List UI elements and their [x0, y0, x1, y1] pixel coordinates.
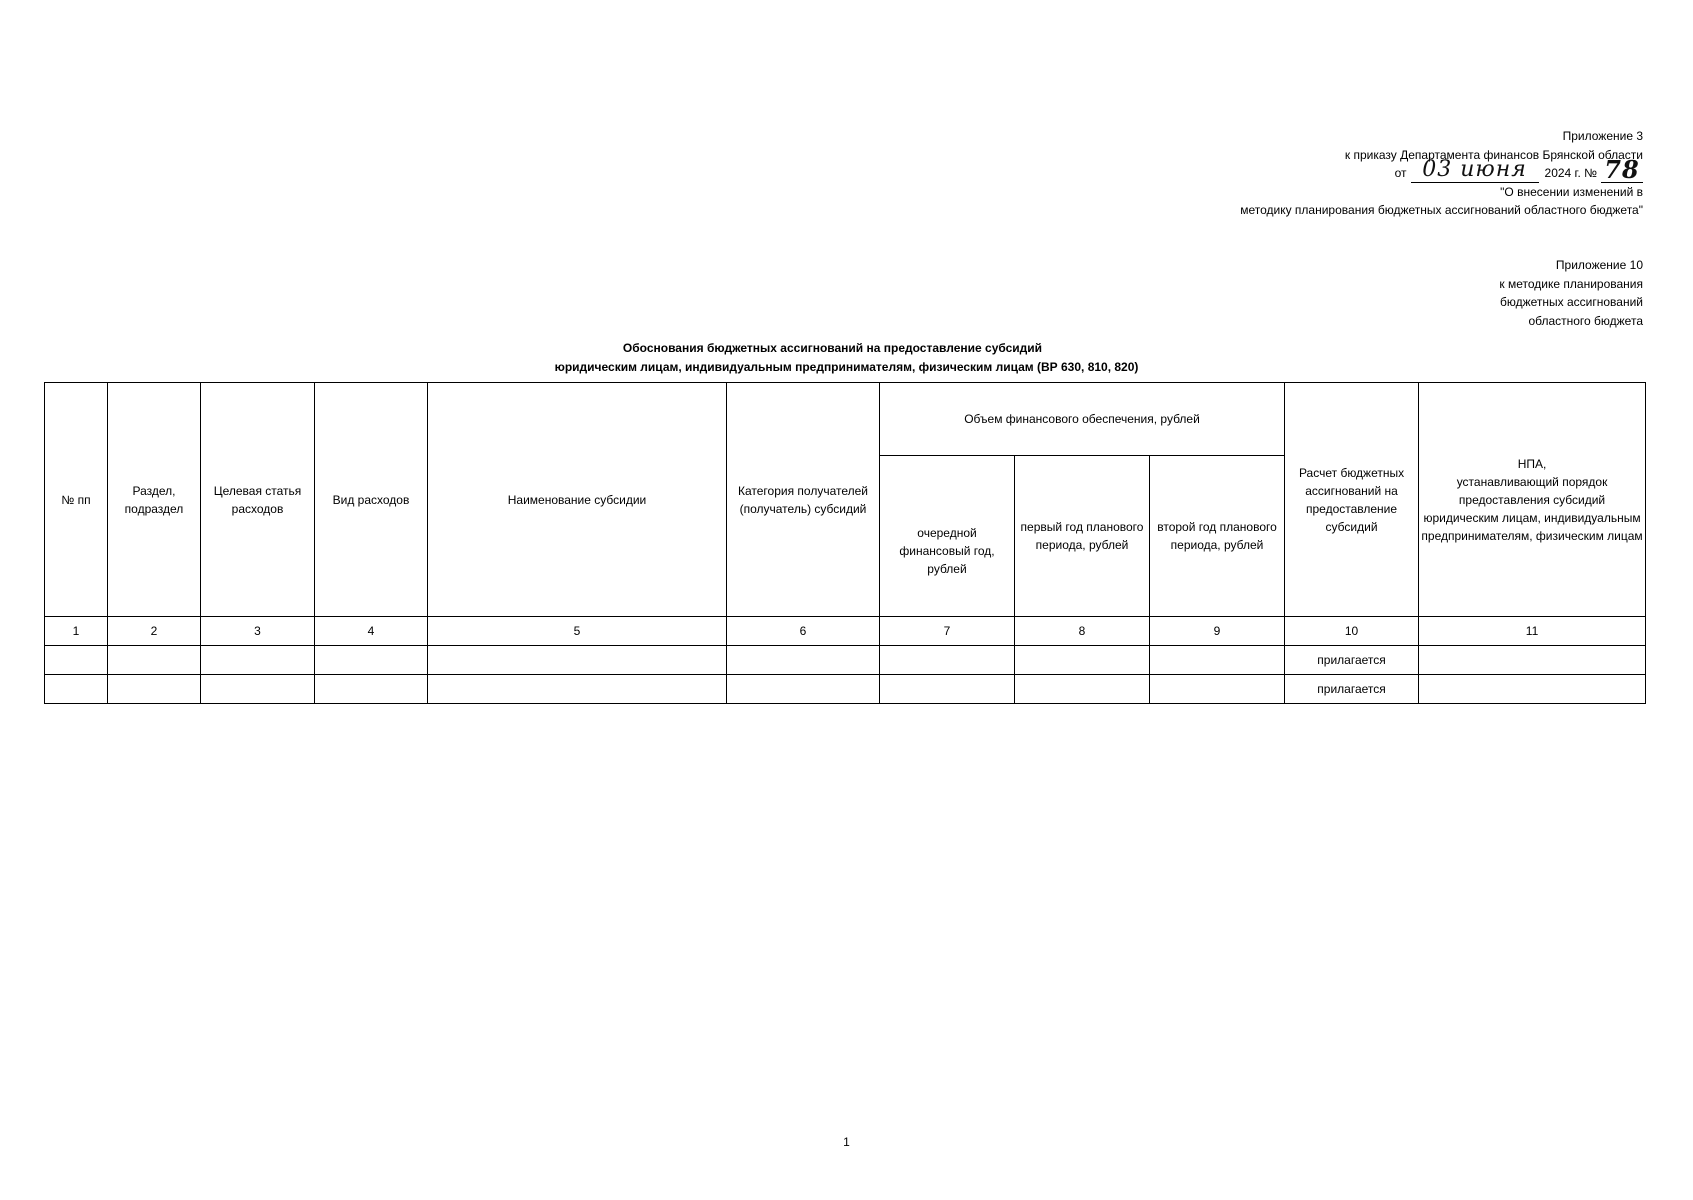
column-number: 2 [108, 617, 201, 646]
appendix-3-label: Приложение 3 [1562, 129, 1643, 143]
methodology-reference-3: областного бюджета [1528, 313, 1643, 328]
table-cell [1419, 675, 1646, 704]
order-year-label: 2024 г. № [1544, 166, 1597, 180]
handwritten-date: 03 июня [1422, 156, 1527, 182]
order-subject-line-1: "О внесении изменений в [1500, 184, 1643, 199]
table-cell [727, 675, 880, 704]
appendix-10-header [1499, 256, 1643, 330]
table-cell [108, 675, 201, 704]
header-num: № пп [45, 383, 108, 617]
header-section: Раздел, подраздел [108, 383, 201, 617]
table-cell [315, 675, 428, 704]
column-number: 3 [201, 617, 315, 646]
column-number: 5 [428, 617, 727, 646]
header-npa-title: НПА, [1517, 456, 1547, 471]
table-cell [1419, 646, 1646, 675]
table-cell [727, 646, 880, 675]
table-cell: прилагается [1285, 675, 1419, 704]
order-subject-line-2: методику планирования бюджетных ассигнований областного бюджета" [1240, 203, 1643, 217]
order-date-line [1394, 154, 1643, 184]
table-row [45, 646, 1646, 675]
column-number-row [45, 617, 1646, 646]
table-cell [1150, 675, 1285, 704]
table-cell [108, 646, 201, 675]
page-number: 1 [843, 1135, 850, 1149]
table-cell [1150, 646, 1285, 675]
appendix-10-label: Приложение 10 [1555, 258, 1643, 272]
table-cell [45, 646, 108, 675]
header-funding-volume: Объем финансового обеспечения, рублей [880, 383, 1285, 456]
table-cell: прилагается [1285, 646, 1419, 675]
table-cell [428, 675, 727, 704]
table-cell [880, 646, 1015, 675]
column-number: 8 [1015, 617, 1150, 646]
header-first-plan-year: первый год планового периода, рублей [1015, 456, 1150, 617]
appendix-3-header [1240, 127, 1643, 220]
table-cell [880, 675, 1015, 704]
table-cell [45, 675, 108, 704]
table-cell [1015, 675, 1150, 704]
table-cell [201, 646, 315, 675]
table-cell [428, 646, 727, 675]
header-target-article: Целевая статья расходов [201, 383, 315, 617]
document-title-line-1: Обоснования бюджетных ассигнований на предоставление субсидий [622, 341, 1043, 355]
handwritten-number: 78 [1604, 154, 1640, 184]
table-cell [315, 646, 428, 675]
order-date-field [1411, 156, 1539, 183]
order-date-prefix: от [1394, 166, 1407, 180]
methodology-reference-2: бюджетных ассигнований [1500, 295, 1643, 309]
document-title-line-2: юридическим лицам, индивидуальным предпринимателям, физическим лицам (ВР 630, 810, 820) [554, 360, 1139, 374]
column-number: 9 [1150, 617, 1285, 646]
order-reference: к приказу Департамента финансов Брянской области [1344, 147, 1643, 162]
table-cell [201, 675, 315, 704]
header-npa [1419, 383, 1646, 617]
header-current-year: очередной финансовый год, рублей [880, 456, 1015, 617]
column-number: 11 [1419, 617, 1646, 646]
column-number: 7 [880, 617, 1015, 646]
table-cell [1015, 646, 1150, 675]
header-recipients: Категория получателей (получатель) субсидий [727, 383, 880, 617]
order-number-field [1601, 154, 1643, 184]
column-number: 6 [727, 617, 880, 646]
header-second-plan-year: второй год планового периода, рублей [1150, 456, 1285, 617]
header-npa-description: устанавливающий порядок предоставления субсидий юридическим лицам, индивидуальным предпринимателям, физическим лицам [1421, 474, 1643, 543]
document-title [0, 339, 1693, 377]
subsidy-justification-table [44, 382, 1646, 704]
column-number: 10 [1285, 617, 1419, 646]
header-subsidy-name: Наименование субсидии [428, 383, 727, 617]
header-calculation: Расчет бюджетных ассигнований на предоставление субсидий [1285, 383, 1419, 617]
header-expense-type: Вид расходов [315, 383, 428, 617]
table-row [45, 675, 1646, 704]
column-number: 1 [45, 617, 108, 646]
methodology-reference-1: к методике планирования [1499, 276, 1643, 291]
column-number: 4 [315, 617, 428, 646]
